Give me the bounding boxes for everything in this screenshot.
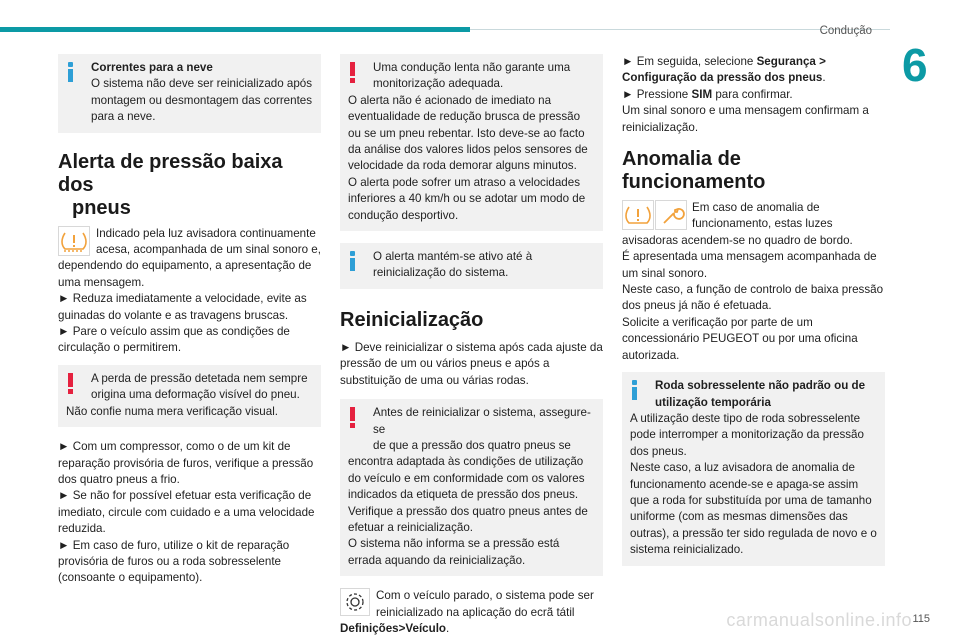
text-line: Em caso de anomalia de xyxy=(692,201,820,215)
text-line: Com o veículo parado, o sistema pode ser xyxy=(376,589,594,603)
info-box-title: Correntes para a neve xyxy=(91,61,213,74)
warning-text: origina uma deformação visível do pneu. xyxy=(91,388,300,402)
step-reduce-speed: ► Reduza imediatamente a velocidade, evite as guinadas do volante e as travagens bruscas. xyxy=(58,292,307,322)
reinit-touchscreen-paragraph xyxy=(340,588,603,637)
info-text: reinicialização do sistema. xyxy=(373,266,509,280)
malfunction-paragraph xyxy=(622,200,885,249)
warning-text: Verifique a pressão dos quatro pneus antes de efetuar a reinicialização. xyxy=(348,504,588,534)
tpms-warning-icon xyxy=(622,200,654,230)
column-1 xyxy=(58,54,321,587)
step-drive-carefully: ► Se não for possível efetuar esta verificação de imediato, circule com cuidado e a uma velocidade reduzida. xyxy=(58,489,315,536)
step-stop-vehicle: ► Pare o veículo assim que as condições de circulação o permitirem. xyxy=(58,325,290,355)
warning-icon xyxy=(350,62,355,84)
info-box-spare-wheel xyxy=(622,372,885,565)
text-line: Definições>Veículo. xyxy=(340,621,450,635)
text-paragraph: Neste caso, a função de controlo de baixa pressão dos pneus já não é efetuada. xyxy=(622,283,884,313)
warning-icon xyxy=(68,373,73,395)
info-box-title: Roda sobresselente não padrão ou de utilização temporária xyxy=(655,379,866,409)
text-line: avisadoras acendem-se no quadro de bordo. xyxy=(622,233,853,247)
info-icon xyxy=(68,62,73,82)
warning-text: O alerta não é acionado de imediato na eventualidade de redução brusca de pressão ou se um pneu rebentar. Isto deve-se ao facto da análise dos valores lidos pelos sensores de velocidade da roda demorar alguns minutos. xyxy=(348,93,588,173)
column-2 xyxy=(340,54,603,637)
heading-malfunction: Anomalia de funcionamento xyxy=(622,148,766,194)
column-3 xyxy=(622,54,885,578)
tpms-warning-icon xyxy=(58,226,90,256)
step-compressor: ► Com um compressor, como o de um kit de reparação provisória de furos, verifique a pressão dos quatro pneus a frio. xyxy=(58,440,314,486)
heading-reinitialization: Reinicialização xyxy=(340,308,484,331)
warning-text: encontra adaptada às condições de utilização do veículo e em conformidade com os valores indicados da etiqueta de pressão dos pneus. xyxy=(348,455,585,502)
warning-text: Antes de reinicializar o sistema, assegure-se xyxy=(373,406,591,436)
warning-text: A perda de pressão detetada nem sempre xyxy=(91,371,308,385)
warning-text: monitorização adequada. xyxy=(373,77,504,91)
warning-icon xyxy=(350,407,355,429)
info-icon xyxy=(632,380,637,400)
info-box-text: O sistema não deve ser reinicializado após montagem ou desmontagem das correntes para a neve. xyxy=(91,77,313,124)
text-line: acesa, acompanhada de um sinal sonoro e, xyxy=(96,243,321,257)
watermark: carmanualsonline.info xyxy=(726,610,912,630)
warning-text: Não confie numa mera verificação visual. xyxy=(66,404,279,418)
info-text: O alerta mantém-se ativo até à xyxy=(373,250,533,264)
step-puncture-kit: ► Em caso de furo, utilize o kit de reparação provisória de furos ou a roda sobresselente (consoante o equipamento). xyxy=(58,538,290,585)
warning-box-visual-check xyxy=(58,365,321,427)
page-number: 115 xyxy=(912,613,930,625)
warning-text: de que a pressão dos quatro pneus se xyxy=(373,438,571,452)
warning-box-before-reinit xyxy=(340,399,603,576)
reinit-instruction: ► Deve reinicializar o sistema após cada ajuste da pressão de um ou vários pneus e após a substituição de uma ou várias rodas. xyxy=(340,340,603,387)
settings-gear-icon xyxy=(340,588,370,616)
step-select-menu: ► Em seguida, selecione Segurança > Configuração da pressão dos pneus. xyxy=(622,55,826,85)
warning-text: O alerta pode sofrer um atraso a velocidades inferiores a 40 km/h ou se adotar um modo de condução desportivo. xyxy=(348,175,586,222)
info-text: A utilização deste tipo de roda sobresselente pode interromper a monitorização da pressão dos pneus. xyxy=(630,411,864,458)
step-confirm: ► Pressione SIM para confirmar. xyxy=(622,87,793,101)
text-line: funcionamento, estas luzes xyxy=(692,217,833,231)
info-box-alert-active xyxy=(340,243,603,289)
warning-box-slow-driving xyxy=(340,54,603,231)
warning-text: Uma condução lenta não garante uma xyxy=(373,61,571,74)
text-line: dependendo do equipamento, a apresentação de uma mensagem. xyxy=(58,259,312,289)
text-paragraph: É apresentada uma mensagem acompanhada de um sinal sonoro. xyxy=(622,250,877,280)
text-paragraph: Solicite a verificação por parte de um concessionário PEUGEOT ou por uma oficina autorizada. xyxy=(622,315,858,362)
warning-text: O sistema não informa se a pressão está errada aquando da reinicialização. xyxy=(348,537,560,567)
chapter-number: 6 xyxy=(902,39,928,91)
info-text: Neste caso, a luz avisadora de anomalia de funcionamento acende-se e apaga-se assim que a roda for substituída por uma de tamanho uniforme (com as mesmas dimensões das outras), a pressão ter sido regulada de novo e o sistema reinicializado. xyxy=(630,461,877,557)
info-box-snow-chains xyxy=(58,54,321,133)
text-line: Indicado pela luz avisadora continuamente xyxy=(96,226,316,240)
heading-low-pressure-alert: Alerta de pressão baixa dos pneus xyxy=(58,150,283,219)
section-title: Condução xyxy=(819,25,872,37)
confirmation-text: Um sinal sonoro e uma mensagem confirmam a reinicialização. xyxy=(622,104,869,134)
tpms-paragraph xyxy=(58,226,321,292)
service-wrench-icon xyxy=(655,200,687,230)
text-line: reinicializado na aplicação do ecrã tátil xyxy=(376,605,575,619)
info-icon xyxy=(350,251,355,271)
header-accent-bar xyxy=(0,27,470,32)
